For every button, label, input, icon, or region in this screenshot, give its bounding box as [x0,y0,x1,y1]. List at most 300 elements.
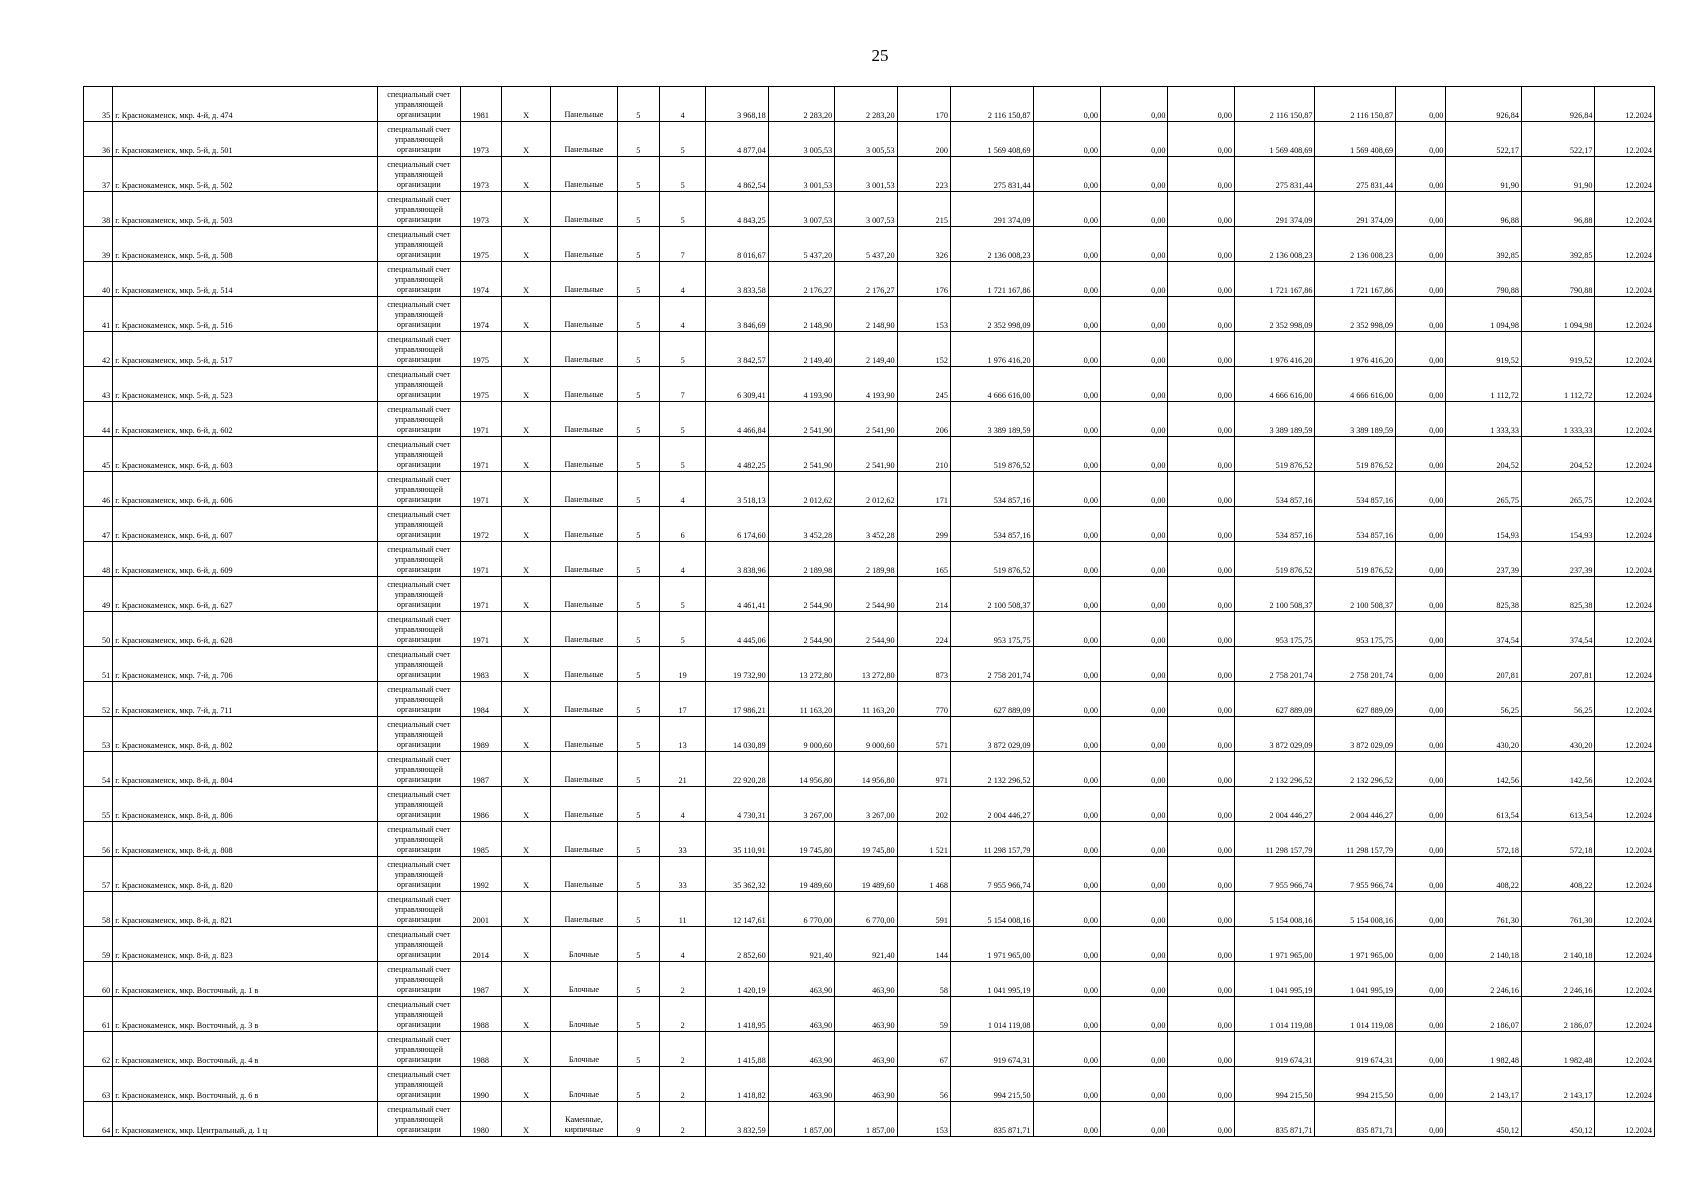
funding-1-cell: 0,00 [1033,262,1100,297]
funding-1-cell: 0,00 [1033,437,1100,472]
residents-cell: 1 468 [897,857,950,892]
premises-area-cell: 14 956,80 [768,752,834,787]
unit-cost-cell: 408,22 [1446,857,1522,892]
funding-3-cell: 0,00 [1168,857,1234,892]
completion-date-cell: 12.2024 [1595,367,1655,402]
funding-6-cell: 0,00 [1396,822,1446,857]
funding-2-cell: 0,00 [1101,122,1168,157]
row-number: 56 [84,822,113,857]
owner-cell: специальный счет управляющей организации [378,157,461,192]
address-cell: г. Краснокаменск, мкр. 7-й, д. 711 [113,682,378,717]
total-area-cell: 4 877,04 [706,122,768,157]
address-cell: г. Краснокаменск, мкр. 4-й, д. 474 [113,87,378,122]
premises-area-cell: 2 176,27 [768,262,834,297]
funding-5-cell: 2 136 008,23 [1315,227,1396,262]
funding-4-cell: 1 721 167,86 [1234,262,1315,297]
unit-cost-cell: 374,54 [1446,612,1522,647]
funding-1-cell: 0,00 [1033,227,1100,262]
funding-2-cell: 0,00 [1101,1032,1168,1067]
funding-6-cell: 0,00 [1396,577,1446,612]
funding-6-cell: 0,00 [1396,892,1446,927]
funding-2-cell: 0,00 [1101,997,1168,1032]
funding-5-cell: 7 955 966,74 [1315,857,1396,892]
funding-5-cell: 534 857,16 [1315,507,1396,542]
funding-4-cell: 4 666 616,00 [1234,367,1315,402]
total-area-cell: 1 418,95 [706,997,768,1032]
unit-cost-cell: 430,20 [1446,717,1522,752]
floors-cell: 5 [617,682,659,717]
address-cell: г. Краснокаменск, мкр. 6-й, д. 606 [113,472,378,507]
funding-5-cell: 2 100 508,37 [1315,577,1396,612]
funding-5-cell: 1 569 408,69 [1315,122,1396,157]
unit-cost-limit-cell: 408,22 [1521,857,1595,892]
year-cell: 1974 [460,262,501,297]
premises-area-cell: 19 745,80 [768,822,834,857]
funding-6-cell: 0,00 [1396,647,1446,682]
funding-5-cell: 291 374,09 [1315,192,1396,227]
owner-cell: специальный счет управляющей организации [378,927,461,962]
repair-year-cell: Х [501,402,550,437]
completion-date-cell: 12.2024 [1595,542,1655,577]
unit-cost-limit-cell: 1 333,33 [1521,402,1595,437]
funding-2-cell: 0,00 [1101,192,1168,227]
completion-date-cell: 12.2024 [1595,297,1655,332]
residents-cell: 176 [897,262,950,297]
repair-year-cell: Х [501,472,550,507]
floors-cell: 5 [617,892,659,927]
row-number: 35 [84,87,113,122]
year-cell: 2014 [460,927,501,962]
unit-cost-cell: 919,52 [1446,332,1522,367]
entrances-cell: 5 [659,612,705,647]
unit-cost-cell: 91,90 [1446,157,1522,192]
cost-total-cell: 534 857,16 [950,472,1033,507]
funding-3-cell: 0,00 [1168,227,1234,262]
wall-material-cell: Панельные [551,717,617,752]
residential-area-cell: 463,90 [835,962,897,997]
floors-cell: 5 [617,472,659,507]
table-row [84,682,1655,717]
funding-1-cell: 0,00 [1033,682,1100,717]
unit-cost-cell: 450,12 [1446,1102,1522,1137]
unit-cost-cell: 154,93 [1446,507,1522,542]
total-area-cell: 3 832,59 [706,1102,768,1137]
residents-cell: 170 [897,87,950,122]
row-number: 45 [84,437,113,472]
unit-cost-cell: 237,39 [1446,542,1522,577]
funding-6-cell: 0,00 [1396,857,1446,892]
funding-1-cell: 0,00 [1033,962,1100,997]
residents-cell: 59 [897,997,950,1032]
cost-total-cell: 2 100 508,37 [950,577,1033,612]
table-row [84,402,1655,437]
cost-total-cell: 1 976 416,20 [950,332,1033,367]
cost-total-cell: 627 889,09 [950,682,1033,717]
completion-date-cell: 12.2024 [1595,752,1655,787]
repair-year-cell: Х [501,752,550,787]
year-cell: 1975 [460,332,501,367]
funding-3-cell: 0,00 [1168,297,1234,332]
unit-cost-limit-cell: 790,88 [1521,262,1595,297]
table-row [84,647,1655,682]
funding-1-cell: 0,00 [1033,192,1100,227]
cost-total-cell: 1 569 408,69 [950,122,1033,157]
funding-5-cell: 3 872 029,09 [1315,717,1396,752]
cost-total-cell: 3 872 029,09 [950,717,1033,752]
unit-cost-limit-cell: 1 094,98 [1521,297,1595,332]
funding-3-cell: 0,00 [1168,507,1234,542]
owner-cell: специальный счет управляющей организации [378,822,461,857]
residential-area-cell: 921,40 [835,927,897,962]
table-row [84,822,1655,857]
entrances-cell: 4 [659,542,705,577]
funding-1-cell: 0,00 [1033,472,1100,507]
funding-4-cell: 534 857,16 [1234,507,1315,542]
row-number: 42 [84,332,113,367]
row-number: 51 [84,647,113,682]
unit-cost-limit-cell: 572,18 [1521,822,1595,857]
unit-cost-limit-cell: 91,90 [1521,157,1595,192]
unit-cost-limit-cell: 2 186,07 [1521,997,1595,1032]
owner-cell: специальный счет управляющей организации [378,1032,461,1067]
address-cell: г. Краснокаменск, мкр. 6-й, д. 628 [113,612,378,647]
owner-cell: специальный счет управляющей организации [378,962,461,997]
residents-cell: 202 [897,787,950,822]
funding-5-cell: 953 175,75 [1315,612,1396,647]
row-number: 38 [84,192,113,227]
funding-3-cell: 0,00 [1168,192,1234,227]
year-cell: 1987 [460,962,501,997]
premises-area-cell: 6 770,00 [768,892,834,927]
row-number: 52 [84,682,113,717]
unit-cost-limit-cell: 142,56 [1521,752,1595,787]
floors-cell: 5 [617,297,659,332]
unit-cost-cell: 613,54 [1446,787,1522,822]
entrances-cell: 4 [659,927,705,962]
floors-cell: 5 [617,507,659,542]
residents-cell: 299 [897,507,950,542]
table-row [84,997,1655,1032]
total-area-cell: 17 986,21 [706,682,768,717]
floors-cell: 5 [617,1032,659,1067]
residential-area-cell: 2 541,90 [835,402,897,437]
floors-cell: 5 [617,157,659,192]
funding-6-cell: 0,00 [1396,122,1446,157]
owner-cell: специальный счет управляющей организации [378,402,461,437]
premises-area-cell: 3 005,53 [768,122,834,157]
funding-1-cell: 0,00 [1033,122,1100,157]
residential-area-cell: 6 770,00 [835,892,897,927]
address-cell: г. Краснокаменск, мкр. 5-й, д. 501 [113,122,378,157]
funding-3-cell: 0,00 [1168,682,1234,717]
table-row [84,227,1655,262]
row-number: 59 [84,927,113,962]
repair-year-cell: Х [501,157,550,192]
residential-area-cell: 3 452,28 [835,507,897,542]
unit-cost-limit-cell: 265,75 [1521,472,1595,507]
year-cell: 1971 [460,542,501,577]
year-cell: 1971 [460,437,501,472]
wall-material-cell: Блочные [551,1067,617,1102]
owner-cell: специальный счет управляющей организации [378,262,461,297]
funding-3-cell: 0,00 [1168,122,1234,157]
unit-cost-limit-cell: 1 112,72 [1521,367,1595,402]
cost-total-cell: 534 857,16 [950,507,1033,542]
funding-6-cell: 0,00 [1396,262,1446,297]
funding-3-cell: 0,00 [1168,997,1234,1032]
residential-area-cell: 4 193,90 [835,367,897,402]
wall-material-cell: Панельные [551,472,617,507]
unit-cost-limit-cell: 154,93 [1521,507,1595,542]
entrances-cell: 4 [659,472,705,507]
total-area-cell: 3 833,58 [706,262,768,297]
owner-cell: специальный счет управляющей организации [378,437,461,472]
unit-cost-limit-cell: 207,81 [1521,647,1595,682]
table-row [84,1032,1655,1067]
funding-6-cell: 0,00 [1396,997,1446,1032]
funding-6-cell: 0,00 [1396,332,1446,367]
funding-5-cell: 1 721 167,86 [1315,262,1396,297]
cost-total-cell: 1 721 167,86 [950,262,1033,297]
cost-total-cell: 994 215,50 [950,1067,1033,1102]
residents-cell: 206 [897,402,950,437]
funding-1-cell: 0,00 [1033,1102,1100,1137]
wall-material-cell: Панельные [551,542,617,577]
wall-material-cell: Блочные [551,1032,617,1067]
wall-material-cell: Панельные [551,612,617,647]
entrances-cell: 4 [659,87,705,122]
floors-cell: 5 [617,227,659,262]
entrances-cell: 2 [659,962,705,997]
funding-5-cell: 1 014 119,08 [1315,997,1396,1032]
residents-cell: 153 [897,1102,950,1137]
premises-area-cell: 2 283,20 [768,87,834,122]
completion-date-cell: 12.2024 [1595,1102,1655,1137]
residential-area-cell: 3 001,53 [835,157,897,192]
funding-1-cell: 0,00 [1033,717,1100,752]
row-number: 62 [84,1032,113,1067]
entrances-cell: 6 [659,507,705,542]
completion-date-cell: 12.2024 [1595,682,1655,717]
year-cell: 1971 [460,472,501,507]
year-cell: 1980 [460,1102,501,1137]
funding-3-cell: 0,00 [1168,892,1234,927]
residential-area-cell: 2 149,40 [835,332,897,367]
completion-date-cell: 12.2024 [1595,227,1655,262]
funding-2-cell: 0,00 [1101,367,1168,402]
premises-area-cell: 5 437,20 [768,227,834,262]
owner-cell: специальный счет управляющей организации [378,367,461,402]
funding-4-cell: 2 132 296,52 [1234,752,1315,787]
address-cell: г. Краснокаменск, мкр. Центральный, д. 1 ц [113,1102,378,1137]
unit-cost-limit-cell: 613,54 [1521,787,1595,822]
total-area-cell: 4 461,41 [706,577,768,612]
funding-4-cell: 2 758 201,74 [1234,647,1315,682]
wall-material-cell: Каменные, кирпичные [551,1102,617,1137]
unit-cost-cell: 761,30 [1446,892,1522,927]
funding-4-cell: 627 889,09 [1234,682,1315,717]
funding-2-cell: 0,00 [1101,542,1168,577]
cost-total-cell: 2 004 446,27 [950,787,1033,822]
residents-cell: 200 [897,122,950,157]
funding-5-cell: 519 876,52 [1315,437,1396,472]
unit-cost-cell: 790,88 [1446,262,1522,297]
address-cell: г. Краснокаменск, мкр. 8-й, д. 804 [113,752,378,787]
repair-year-cell: Х [501,122,550,157]
repair-year-cell: Х [501,962,550,997]
funding-2-cell: 0,00 [1101,717,1168,752]
floors-cell: 5 [617,542,659,577]
address-cell: г. Краснокаменск, мкр. Восточный, д. 4 в [113,1032,378,1067]
repair-year-cell: Х [501,822,550,857]
table-row [84,87,1655,122]
residential-area-cell: 2 189,98 [835,542,897,577]
premises-area-cell: 19 489,60 [768,857,834,892]
cost-total-cell: 519 876,52 [950,437,1033,472]
housing-table [83,86,1655,1137]
table-row [84,122,1655,157]
table-row [84,437,1655,472]
cost-total-cell: 1 014 119,08 [950,997,1033,1032]
funding-3-cell: 0,00 [1168,612,1234,647]
unit-cost-limit-cell: 1 982,48 [1521,1032,1595,1067]
funding-6-cell: 0,00 [1396,752,1446,787]
floors-cell: 9 [617,1102,659,1137]
year-cell: 1975 [460,227,501,262]
wall-material-cell: Панельные [551,297,617,332]
completion-date-cell: 12.2024 [1595,262,1655,297]
address-cell: г. Краснокаменск, мкр. 5-й, д. 502 [113,157,378,192]
entrances-cell: 33 [659,822,705,857]
funding-2-cell: 0,00 [1101,962,1168,997]
address-cell: г. Краснокаменск, мкр. 5-й, д. 523 [113,367,378,402]
table-row [84,927,1655,962]
row-number: 48 [84,542,113,577]
funding-4-cell: 1 569 408,69 [1234,122,1315,157]
entrances-cell: 7 [659,227,705,262]
total-area-cell: 12 147,61 [706,892,768,927]
cost-total-cell: 7 955 966,74 [950,857,1033,892]
residents-cell: 67 [897,1032,950,1067]
funding-5-cell: 3 389 189,59 [1315,402,1396,437]
funding-2-cell: 0,00 [1101,682,1168,717]
residential-area-cell: 463,90 [835,997,897,1032]
repair-year-cell: Х [501,682,550,717]
unit-cost-limit-cell: 204,52 [1521,437,1595,472]
table-row [84,542,1655,577]
owner-cell: специальный счет управляющей организации [378,577,461,612]
completion-date-cell: 12.2024 [1595,717,1655,752]
entrances-cell: 17 [659,682,705,717]
entrances-cell: 5 [659,437,705,472]
funding-2-cell: 0,00 [1101,927,1168,962]
total-area-cell: 6 309,41 [706,367,768,402]
year-cell: 1992 [460,857,501,892]
funding-5-cell: 2 116 150,87 [1315,87,1396,122]
entrances-cell: 19 [659,647,705,682]
address-cell: г. Краснокаменск, мкр. 8-й, д. 821 [113,892,378,927]
address-cell: г. Краснокаменск, мкр. 5-й, д. 514 [113,262,378,297]
funding-4-cell: 2 100 508,37 [1234,577,1315,612]
residents-cell: 1 521 [897,822,950,857]
cost-total-cell: 291 374,09 [950,192,1033,227]
floors-cell: 5 [617,962,659,997]
unit-cost-cell: 1 982,48 [1446,1032,1522,1067]
funding-2-cell: 0,00 [1101,332,1168,367]
cost-total-cell: 11 298 157,79 [950,822,1033,857]
floors-cell: 5 [617,262,659,297]
premises-area-cell: 4 193,90 [768,367,834,402]
funding-5-cell: 994 215,50 [1315,1067,1396,1102]
residents-cell: 873 [897,647,950,682]
completion-date-cell: 12.2024 [1595,612,1655,647]
funding-4-cell: 919 674,31 [1234,1032,1315,1067]
cost-total-cell: 275 831,44 [950,157,1033,192]
residents-cell: 971 [897,752,950,787]
premises-area-cell: 921,40 [768,927,834,962]
funding-1-cell: 0,00 [1033,787,1100,822]
repair-year-cell: Х [501,87,550,122]
floors-cell: 5 [617,752,659,787]
floors-cell: 5 [617,402,659,437]
completion-date-cell: 12.2024 [1595,997,1655,1032]
funding-3-cell: 0,00 [1168,647,1234,682]
funding-2-cell: 0,00 [1101,752,1168,787]
wall-material-cell: Панельные [551,682,617,717]
owner-cell: специальный счет управляющей организации [378,122,461,157]
completion-date-cell: 12.2024 [1595,857,1655,892]
completion-date-cell: 12.2024 [1595,122,1655,157]
total-area-cell: 1 415,88 [706,1032,768,1067]
year-cell: 1981 [460,87,501,122]
residents-cell: 591 [897,892,950,927]
owner-cell: специальный счет управляющей организации [378,682,461,717]
funding-3-cell: 0,00 [1168,437,1234,472]
funding-2-cell: 0,00 [1101,857,1168,892]
row-number: 47 [84,507,113,542]
unit-cost-cell: 2 186,07 [1446,997,1522,1032]
completion-date-cell: 12.2024 [1595,892,1655,927]
wall-material-cell: Панельные [551,402,617,437]
owner-cell: специальный счет управляющей организации [378,227,461,262]
owner-cell: специальный счет управляющей организации [378,892,461,927]
address-cell: г. Краснокаменск, мкр. 5-й, д. 516 [113,297,378,332]
funding-1-cell: 0,00 [1033,892,1100,927]
entrances-cell: 4 [659,787,705,822]
funding-4-cell: 1 971 965,00 [1234,927,1315,962]
premises-area-cell: 2 541,90 [768,437,834,472]
cost-total-cell: 2 136 008,23 [950,227,1033,262]
unit-cost-cell: 1 333,33 [1446,402,1522,437]
residents-cell: 224 [897,612,950,647]
year-cell: 1988 [460,1032,501,1067]
table-row [84,577,1655,612]
wall-material-cell: Панельные [551,87,617,122]
repair-year-cell: Х [501,927,550,962]
residential-area-cell: 2 148,90 [835,297,897,332]
repair-year-cell: Х [501,717,550,752]
funding-3-cell: 0,00 [1168,787,1234,822]
entrances-cell: 5 [659,192,705,227]
wall-material-cell: Блочные [551,997,617,1032]
funding-3-cell: 0,00 [1168,87,1234,122]
residential-area-cell: 2 283,20 [835,87,897,122]
wall-material-cell: Панельные [551,822,617,857]
unit-cost-limit-cell: 237,39 [1521,542,1595,577]
wall-material-cell: Панельные [551,122,617,157]
cost-total-cell: 2 116 150,87 [950,87,1033,122]
completion-date-cell: 12.2024 [1595,192,1655,227]
